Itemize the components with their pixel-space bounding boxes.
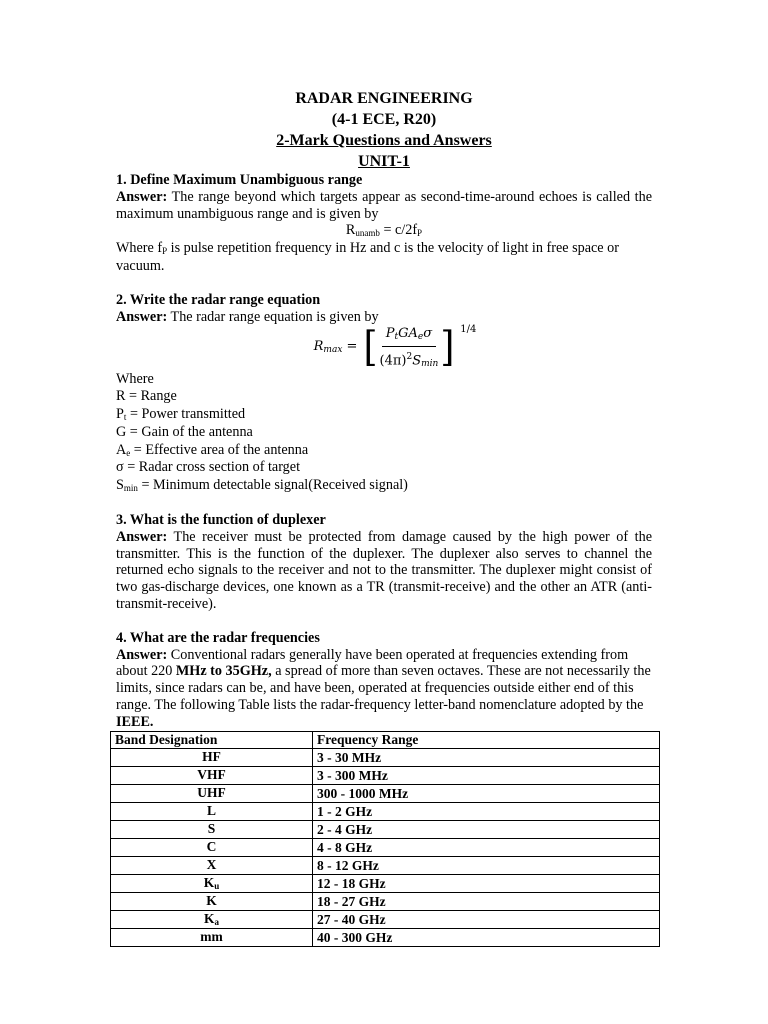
definition-symbol: G [116,423,127,440]
den-subscript: min [421,359,439,370]
band-designation-cell [111,748,313,766]
definition-symbol: S [116,477,124,494]
table-row [111,802,660,820]
definition-text: = Power transmitted [126,405,246,422]
band-designation-cell [111,874,313,892]
answer-1-where [116,240,652,275]
document-content [116,88,652,947]
answer-4-bold: IEEE. [116,713,154,730]
table-row [111,838,660,856]
answer-1-text: The range beyond which targets appear as second-time-around echoes is called the maximum unambiguous range and is given by [116,188,653,222]
definition-symbol: R [116,388,126,405]
answer-4 [116,647,652,731]
definition-text: = Effective area of the antenna [130,441,309,458]
answer-3-text: The receiver must be protected from damage caused by the high power of the transmitter. This is the function of the duplexer. The duplexer also serves to channel the returned echo signals to the receiver and not to the transmitter. The duplexer might consist of two gas-discharge devices, one known as a TR (transmit-receive) and the other an ATR (anti-transmit-receive). [116,528,652,612]
band-designation-cell [111,784,313,802]
frequency-range-cell: 40 - 300 GHz [313,928,660,946]
equation-denominator [380,347,439,371]
equals-sign: = [346,339,358,355]
den-symbol: (4π) [379,353,407,369]
band-letter: S [207,820,216,836]
table-header-row [111,731,660,748]
definitions-where: Where [116,371,154,388]
definition-symbol: P [116,405,124,422]
num-symbol: σ [423,325,433,341]
band-designation-cell [111,838,313,856]
frequency-range-cell: 2 - 4 GHz [313,820,660,838]
right-bracket-icon: ] [440,324,455,372]
band-letter: K [203,874,215,890]
equation-numerator [382,326,436,347]
band-designation-cell [111,928,313,946]
answer-3 [116,529,652,613]
num-subscript: t [394,331,399,342]
band-letter: UHF [197,784,226,800]
definition-text: = Gain of the antenna [126,423,253,440]
formula-expression: = c/2f [379,222,418,239]
answer-4-text: a spread of more than seven octaves. These are not necessarily the limits, since radars can be, and have been, operated at frequencies outside either end of this range. The following Table lists the radar-frequency letter-band nomenclature adopted by the [116,663,651,713]
equation-lhs [314,339,358,357]
answer-label: Answer: [116,308,168,325]
band-letter: K [206,892,217,908]
formula-symbol: R [345,222,356,239]
definition-item [116,406,652,424]
definition-symbol: A [116,441,127,458]
definition-text: = Range [125,388,177,405]
answer-2 [116,309,652,326]
answer-label: Answer: [116,646,168,663]
question-1: 1. Define Maximum Unambiguous range [116,172,363,188]
band-letter: VHF [197,766,226,782]
lhs-symbol: R [313,339,324,355]
definition-text: = Radar cross section of target [123,459,301,476]
definitions-list [116,388,652,495]
radar-bands-table [110,731,660,947]
band-letter: mm [200,928,223,944]
frequency-range-cell: 300 - 1000 MHz [313,784,660,802]
num-symbol: GA [398,325,418,341]
band-letter: L [206,802,216,818]
band-letter: X [206,856,217,872]
band-letter: HF [202,748,221,764]
definition-subscript: t [123,411,127,422]
definition-item [116,442,652,460]
table-row [111,874,660,892]
formula-subscript: P [417,228,423,239]
definition-item [116,388,652,406]
band-letter: C [206,838,217,854]
table-row [111,928,660,946]
definition-item [116,477,652,495]
table-row [111,892,660,910]
num-symbol: P [385,325,395,341]
band-designation-cell [111,892,313,910]
formula-subscript: unamb [355,228,380,239]
den-superscript: 2 [406,351,413,362]
doc-course: (4-1 ECE, R20) [331,111,437,128]
definition-symbol: σ [116,459,124,476]
answer-label: Answer: [116,188,168,205]
answer-1 [116,189,652,223]
left-bracket-icon: [ [363,324,378,372]
question-2: 2. Write the radar range equation [116,291,321,308]
table-row [111,856,660,874]
table-row [111,910,660,928]
den-symbol: S [412,353,422,369]
band-designation-cell [111,856,313,874]
doc-subtitle: 2-Mark Questions and Answers [276,132,492,149]
num-subscript: e [417,331,424,342]
frequency-range-cell: 4 - 8 GHz [313,838,660,856]
table-row [111,784,660,802]
lhs-subscript: max [323,345,343,356]
definition-subscript: e [126,447,131,458]
definition-subscript: min [123,483,138,494]
band-designation-cell [111,766,313,784]
where-text: is pulse repetition frequency in Hz and c is the velocity of light in free space or vacuum. [116,240,619,274]
band-designation-cell [111,820,313,838]
table-body [111,748,660,946]
answer-label: Answer: [116,528,168,545]
frequency-range-cell: 8 - 12 GHz [313,856,660,874]
doc-unit: UNIT-1 [358,153,410,170]
question-3: 3. What is the function of duplexer [116,511,326,528]
table-row [111,820,660,838]
table-row [111,748,660,766]
definition-item [116,459,652,477]
table-header: Frequency Range [313,731,660,748]
radar-range-equation [116,325,652,371]
band-designation-cell [111,802,313,820]
frequency-range-cell: 27 - 40 GHz [313,910,660,928]
band-designation-cell [111,910,313,928]
frequency-range-cell: 1 - 2 GHz [313,802,660,820]
band-subscript: a [214,916,219,927]
where-subscript: P [162,246,168,257]
table-row [111,766,660,784]
answer-2-text: The radar range equation is given by [170,308,379,325]
band-subscript: u [214,880,220,891]
formula-unambiguous-range [116,222,652,240]
equation-fraction [380,326,439,371]
frequency-range-cell: 12 - 18 GHz [313,874,660,892]
where-text: Where f [116,240,163,257]
table-header: Band Designation [111,731,313,748]
doc-title: RADAR ENGINEERING [295,90,473,107]
frequency-range-cell: 18 - 27 GHz [313,892,660,910]
definition-text: = Minimum detectable signal(Received signal) [137,477,408,494]
definition-item [116,424,652,442]
frequency-range-cell: 3 - 30 MHz [313,748,660,766]
equation-exponent: 1/4 [460,323,477,335]
answer-4-text: Conventional radars generally have been operated at frequencies extending from about 220 [116,646,629,680]
frequency-range-cell: 3 - 300 MHz [313,766,660,784]
band-letter: K [203,910,215,926]
answer-4-bold: MHz to 35GHz, [175,663,272,680]
question-4: 4. What are the radar frequencies [116,629,320,646]
equation-bracket [363,323,477,372]
